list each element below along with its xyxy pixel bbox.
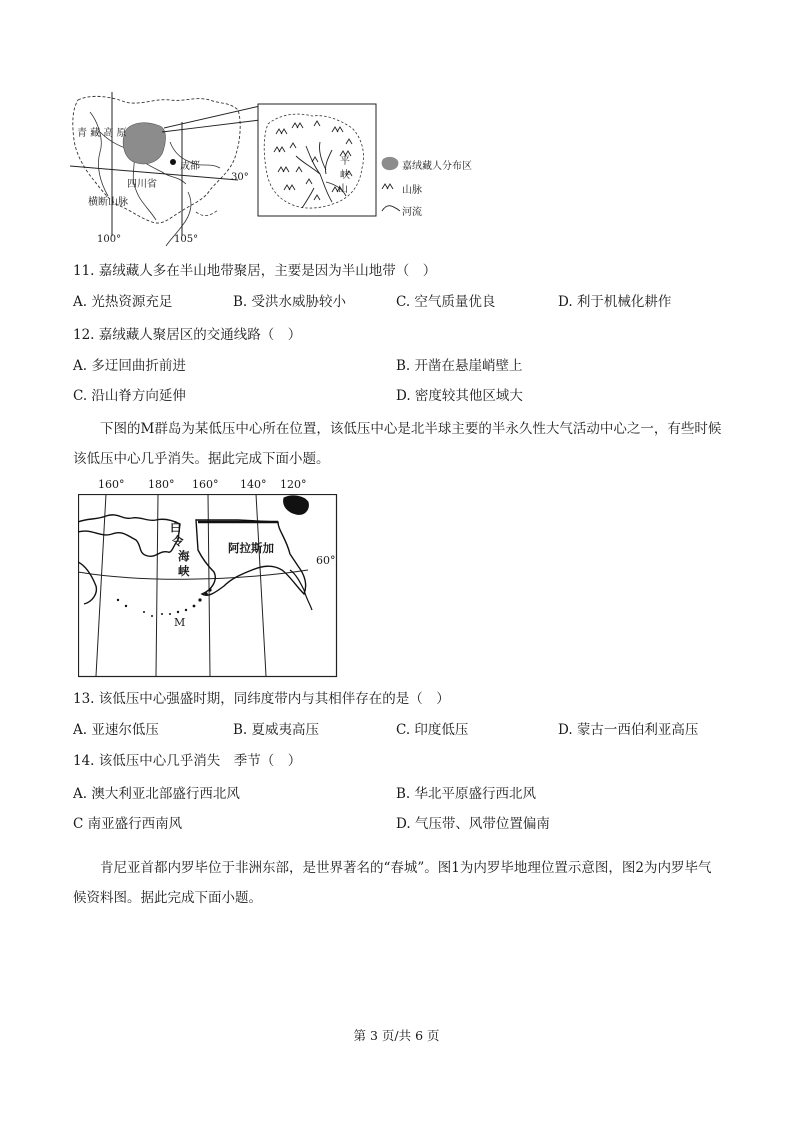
distribution-legend-swatch <box>382 157 399 170</box>
lon-label-160w-b: 160° <box>192 478 219 491</box>
question-11-stem: 11. 嘉绒藏人多在半山地带聚居，主要是因为半山地带（ ） <box>73 263 437 279</box>
strait-char-3: 海 <box>178 549 190 563</box>
question-12-option-d: D. 密度较其他区域大 <box>396 388 523 404</box>
question-14-option-c: C 南亚盛行西南风 <box>73 816 183 832</box>
label-ping: 平 <box>340 156 350 167</box>
label-hengduan: 横断山脉 <box>88 197 128 208</box>
lon-label-180: 180° <box>148 478 175 491</box>
question-14-stem: 14. 该低压中心几乎消失 季节（ ） <box>73 753 302 769</box>
question-13-option-c: C. 印度低压 <box>396 722 469 738</box>
label-chengdu: 成都 <box>180 161 200 172</box>
question-14-option-b: B. 华北平原盛行西北风 <box>396 786 537 802</box>
label-m-islands: M <box>174 616 186 629</box>
legend-distribution: 嘉绒藏人分布区 <box>402 161 472 172</box>
question-11-option-a: A. 光热资源充足 <box>73 294 173 310</box>
question-12-option-b: B. 开凿在悬崖峭壁上 <box>396 358 523 374</box>
question-13-stem: 13. 该低压中心强盛时期，同纬度带内与其相伴存在的是（ ） <box>73 691 450 707</box>
label-alaska: 阿拉斯加 <box>228 541 274 555</box>
strait-char-2: 令 <box>172 534 184 548</box>
question-12-option-c: C. 沿山脊方向延伸 <box>73 388 186 404</box>
label-qingzang: 青 藏 高 原 <box>77 128 127 139</box>
question-14-option-d: D. 气压带、风带位置偏南 <box>396 816 550 832</box>
question-13-option-a: A. 亚速尔低压 <box>73 722 159 738</box>
question-11-option-d: D. 利于机械化耕作 <box>558 294 672 310</box>
page-number-footer: 第 3 页/共 6 页 <box>353 1028 440 1043</box>
lon-label-120: 120° <box>280 478 307 491</box>
label-lat30: 30° <box>231 172 249 183</box>
lon-label-140: 140° <box>240 478 267 491</box>
map1-legend-symbols <box>380 155 404 215</box>
label-xia: 峡 <box>340 170 350 181</box>
question-11-option-b: B. 受洪水威胁较小 <box>233 294 347 310</box>
legend-mountain: 山脉 <box>402 185 422 196</box>
bering-map <box>78 494 338 678</box>
question-12-option-a: A. 多迂回曲折前进 <box>73 358 186 374</box>
intro-nairobi: 肯尼亚首都内罗毕位于非洲东部，是世界著名的“春城”。图1为内罗毕地理位置示意图，图2为内罗毕气候资料图。据此完成下面小题。 <box>73 860 712 906</box>
question-13-option-d: D. 蒙古一西伯利亚高压 <box>558 722 699 738</box>
question-12-stem: 12. 嘉绒藏人聚居区的交通线路（ ） <box>73 327 302 343</box>
mountain-legend-icon <box>382 184 393 189</box>
strait-char-1: 白 <box>170 520 182 534</box>
intro-aleutian-low: 下图的M群岛为某低压中心所在位置，该低压中心是北半球主要的半永久性大气活动中心之一，有些时候该低压中心几乎消失。据此完成下面小题。 <box>73 421 722 467</box>
strait-char-4: 峡 <box>178 564 190 578</box>
lon-label-160w-a: 160° <box>98 478 125 491</box>
river-legend-icon <box>382 206 400 211</box>
legend-river: 河流 <box>402 207 422 218</box>
lat-label-60: 60° <box>316 554 336 567</box>
question-14-option-a: A. 澳大利亚北部盛行西北风 <box>73 786 240 802</box>
label-sichuan: 四川省 <box>127 179 157 190</box>
label-lon105: 105° <box>174 234 199 245</box>
label-shan: 山 <box>338 184 348 195</box>
label-lon100: 100° <box>97 234 122 245</box>
question-11-option-c: C. 空气质量优良 <box>396 294 496 310</box>
question-13-option-b: B. 夏威夷高压 <box>233 722 320 738</box>
